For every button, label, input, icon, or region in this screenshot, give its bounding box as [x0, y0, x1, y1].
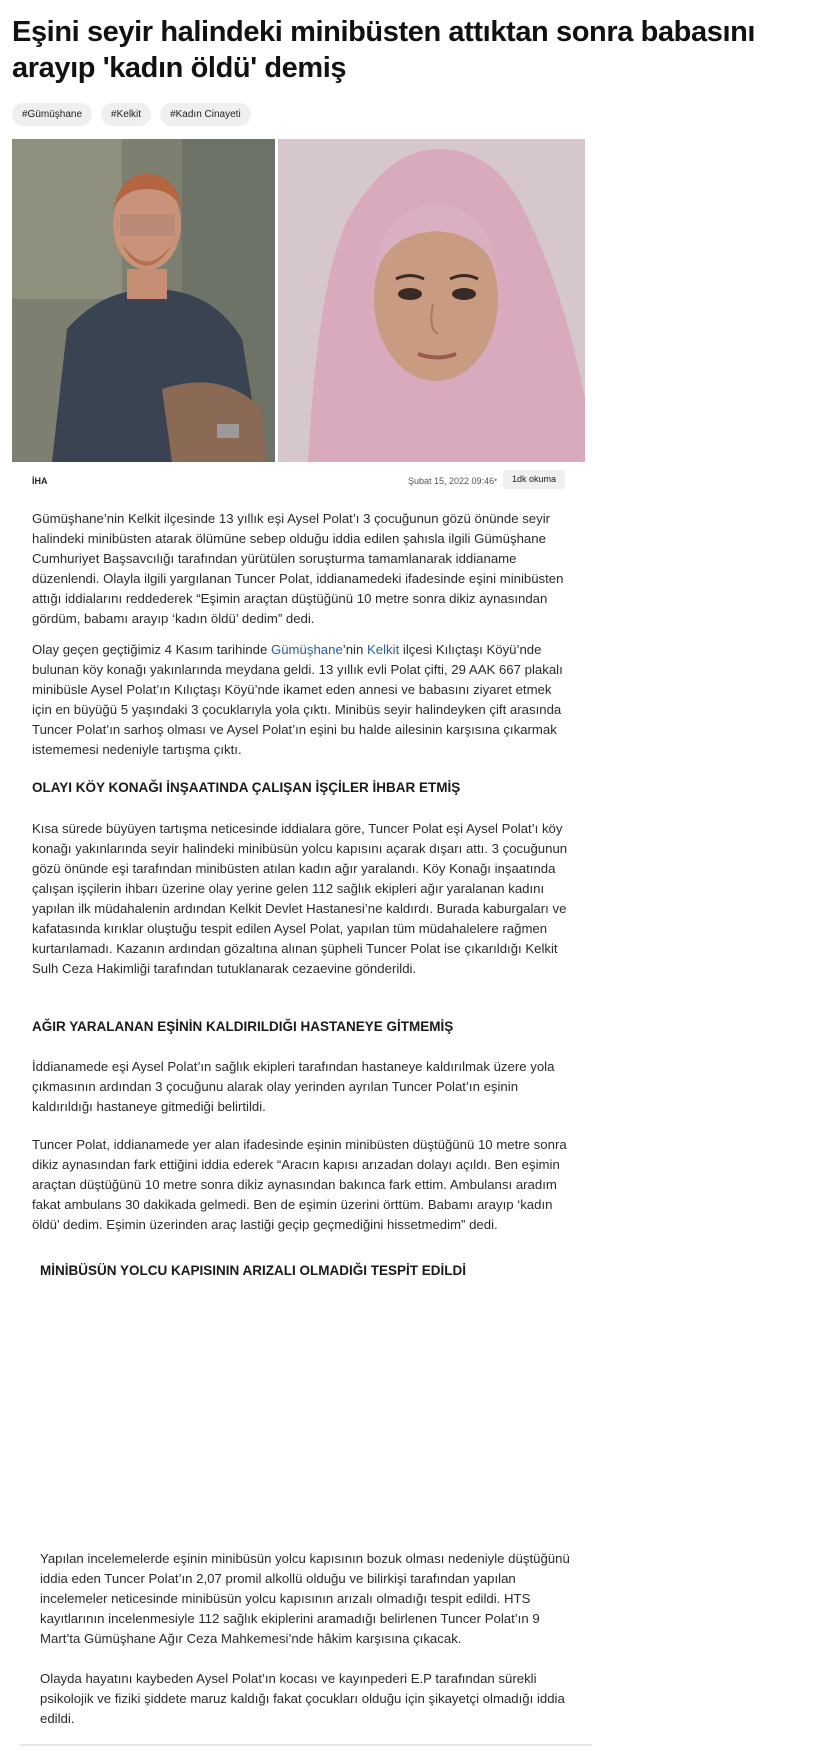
embed-placeholder [40, 1290, 580, 1540]
paragraph-6: Yapılan incelemelerde eşinin minibüsün yolcu kapısının bozuk olması nedeniyle düştüğünü iddia eden Tuncer Polat’ın 2,07 promil alkollü olduğu ve bilirkişi tarafından yapılan incelemeler neticesinde minibüsün yolcu kapısının arızalı olmadığı tespit edildi. HTS kayıtlarının incelenmesiyle 112 sağlık ekiplerini aramadığı belirlenen Tuncer Polat’ın 9 Mart’ta Gümüşhane Ağır Ceza Mahkemesi’nde hâkim karşısına çıkacak. [40, 1551, 570, 1646]
tag-kadin-cinayeti[interactable]: #Kadın Cinayeti [160, 103, 251, 126]
tag-kelkit[interactable]: #Kelkit [101, 103, 151, 126]
photo-woman [278, 139, 585, 462]
section-heading-3: MİNİBÜSÜN YOLCU KAPISININ ARIZALI OLMADIĞI TESPİT EDİLDİ [40, 1263, 467, 1278]
section-heading-1: OLAYI KÖY KONAĞI İNŞAATINDA ÇALIŞAN İŞÇİLER İHBAR ETMİŞ [32, 780, 461, 795]
article-title: Eşini seyir halindeki minibüsten attıktan sonra babasını arayıp 'kadın öldü' demiş [12, 16, 756, 84]
tag-gumushane[interactable]: #Gümüşhane [12, 103, 92, 126]
meta-separator: • [494, 475, 498, 485]
paragraph-7: Olayda hayatını kaybeden Aysel Polat’ın kocası ve kayınpederi E.P tarafından sürekli psikolojik ve fiziki şiddete maruz kaldığı fakat çocukları olduğu için şikayetçi olmadığı iddia edildi. [40, 1671, 565, 1726]
paragraph-3: Kısa sürede büyüyen tartışma neticesinde iddialara göre, Tuncer Polat eşi Aysel Polat’ı köy konağı yakınlarında seyir halindeki minibüsün yolcu kapısını açarak dışarı attı. 3 çocuğunun gözü önünde eşi tarafından minibüsten atılan kadın ağır yaralandı. Köy Konağı inşaatında çalışan işçilerin ihbarı üzerine olay yerine gelen 112 sağlık ekipleri ağır yaralanan kadını yapılan ilk müdahalenin ardından Kelkit Devlet Hastanesi’ne kaldırdı. Burada kaburgaları ve kafatasında kırıklar oluştuğu tespit edilen Aysel Polat, yapılan tüm müdahalelere rağmen kurtarılamadı. Kazanın ardından gözaltına alınan şüpheli Tuncer Polat ise çıkarıldığı Kelkit Sulh Ceza Hakimliği tarafından tutuklanarak cezaevine gönderildi. [32, 821, 568, 976]
paragraph-4: İddianamede eşi Aysel Polat’ın sağlık ekipleri tarafından hastaneye kaldırılmak üzere yola çıkmasının ardından 3 çocuğunu alarak olay yerinden ayrılan Tuncer Polat’ın eşinin kaldırıldığı hastaneye gitmediği belirtildi. [32, 1059, 555, 1114]
paragraph-2-text-a: Olay geçen geçtiğimiz 4 Kasım tarihinde [32, 642, 271, 657]
section-heading-2: AĞIR YARALANAN EŞİNİN KALDIRILDIĞI HASTANEYE GİTMEMİŞ [32, 1019, 454, 1034]
tag-list [12, 103, 251, 126]
paragraph-2-text-b: ’nin [342, 642, 367, 657]
paragraph-5: Tuncer Polat, iddianamede yer alan ifadesinde eşinin minibüsten düştüğünü 10 metre sonra dikiz aynasından fark ettiğini iddia ederek “Aracın kapısı arızadan dolayı açıldı. Ben eşimin araçtan düştüğünü 10 metre sonra dikiz aynasından bakınca fark ettim. Ambulansı aradım fakat ambulans 30 dakikada gelmedi. Ben de eşimin üzerini örttüm. Babamı arayıp ‘kadın öldü’ dedim. Eşimin üzerinden araç lastiği geçip geçmediğini hissetmedim” dedi. [32, 1137, 567, 1232]
article-date: Şubat 15, 2022 09:46 [408, 476, 495, 486]
paragraph-2-text-c: ilçesi Kılıçtaşı Köyü’nde bulunan köy konağı yakınlarında meydana geldi. 13 yıllık evli Polat çifti, 29 AAK 667 plakalı minibüsle Aysel Polat’ın Kılıçtaşı Köyü’nde ikamet eden annesi ve babasını ziyaret etmek için en büyüğü 5 yaşındaki 3 çocuklarıyla yola çıktı. Minibüs seyir halindeyken çift arasında Tuncer Polat’ın sarhoş olması ve Aysel Polat’ın eşini bu halde ailesinin karşısına çıkarmak istememesi nedeniyle tartışma çıktı. [32, 642, 563, 757]
article-source: İHA [32, 476, 48, 486]
paragraph-1: Gümüşhane’nin Kelkit ilçesinde 13 yıllık eşi Aysel Polat’ı 3 çocuğunun gözü önünde seyir halindeki minibüsten atarak ölümüne sebep olduğu iddia edilen şahısla ilgili Gümüşhane Cumhuriyet Başsavcılığı tarafından yürütülen soruşturma tamamlanarak iddianame düzenlendi. Olayla ilgili yargılanan Tuncer Polat, iddianamedeki ifadesinde eşini minibüsten attığı iddialarını reddederek “Eşimin araçtan düştüğünü 10 metre sonra dikiz aynasından gördüm, babamı arayıp ‘kadın öldü’ dedim” dedi. [32, 511, 564, 626]
link-kelkit[interactable]: Kelkit [367, 642, 400, 657]
read-time-badge: 1dk okuma [503, 470, 565, 489]
link-gumushane[interactable]: Gümüşhane [270, 642, 343, 657]
photo-man [12, 139, 275, 462]
bottom-divider [20, 1744, 592, 1746]
paragraph-2 [32, 640, 572, 760]
